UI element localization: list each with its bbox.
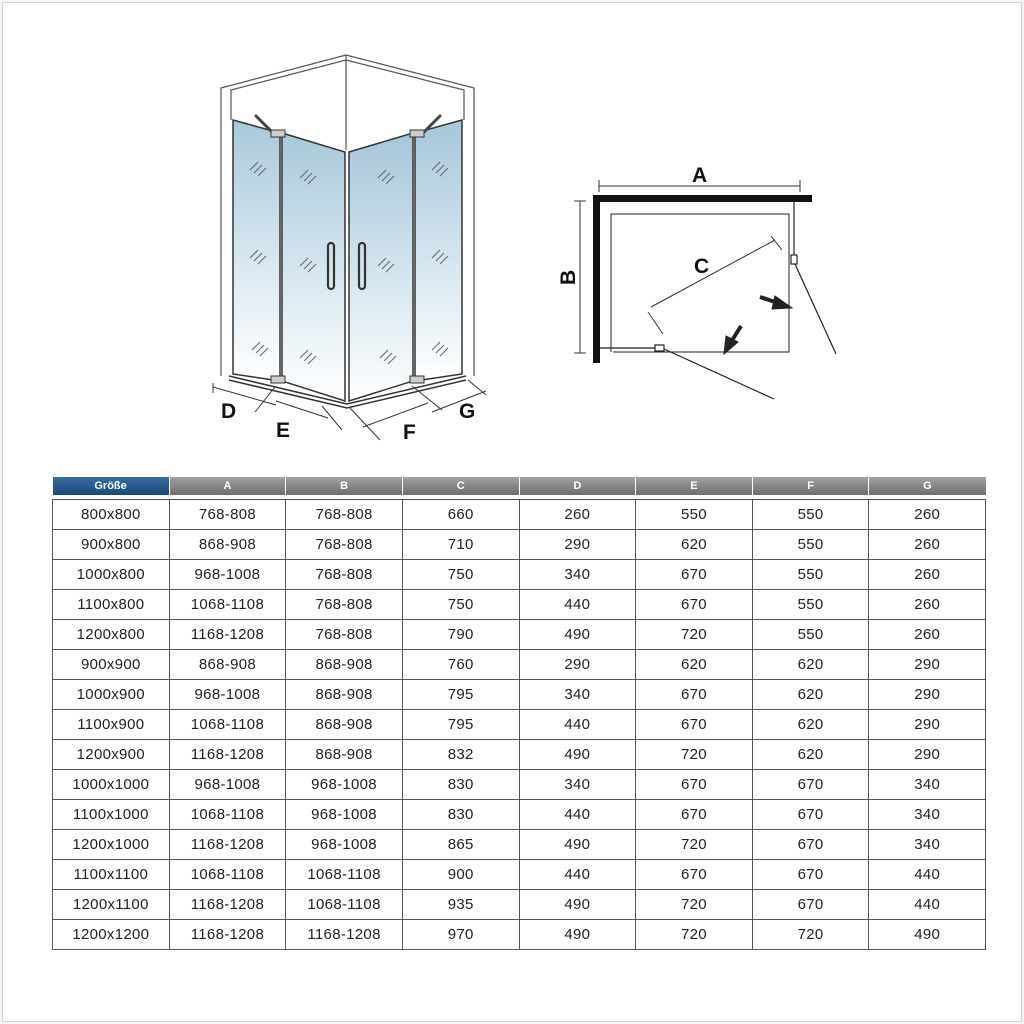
table-cell: 620 xyxy=(636,650,753,680)
table-cell: 260 xyxy=(869,560,986,590)
table-cell: 935 xyxy=(402,890,519,920)
table-cell: 1168-1208 xyxy=(169,920,286,950)
table-cell: 1000x1000 xyxy=(53,770,170,800)
table-cell: 1100x900 xyxy=(53,710,170,740)
table-cell: 830 xyxy=(402,770,519,800)
table-cell: 490 xyxy=(519,920,636,950)
table-cell: 768-808 xyxy=(286,530,403,560)
shower-front-diagram xyxy=(190,40,520,450)
label-d: D xyxy=(221,400,237,423)
table-row xyxy=(53,530,986,560)
table-cell: 720 xyxy=(636,620,753,650)
table-cell: 720 xyxy=(636,830,753,860)
table-cell: 260 xyxy=(519,500,636,530)
table-cell: 795 xyxy=(402,680,519,710)
table-cell: 670 xyxy=(752,860,869,890)
table-cell: 260 xyxy=(869,530,986,560)
table-cell: 868-908 xyxy=(286,710,403,740)
plan-doors xyxy=(600,202,836,399)
table-cell: 290 xyxy=(869,740,986,770)
table-cell: 340 xyxy=(869,830,986,860)
table-cell: 1100x800 xyxy=(53,590,170,620)
table-cell: 1168-1208 xyxy=(169,890,286,920)
table-cell: 868-908 xyxy=(286,740,403,770)
header-c: C xyxy=(402,477,519,495)
table-cell: 670 xyxy=(752,800,869,830)
table-cell: 868-908 xyxy=(286,650,403,680)
table-cell: 260 xyxy=(869,590,986,620)
label-c: C xyxy=(694,255,710,278)
label-a: A xyxy=(692,164,708,187)
door-handles xyxy=(328,243,365,289)
table-cell: 968-1008 xyxy=(286,800,403,830)
table-cell: 768-808 xyxy=(286,500,403,530)
table-cell: 670 xyxy=(636,860,753,890)
table-cell: 550 xyxy=(752,560,869,590)
plan-view-diagram xyxy=(550,160,850,410)
header-g: G xyxy=(869,477,986,495)
table-cell: 1100x1100 xyxy=(53,860,170,890)
table-cell: 1068-1108 xyxy=(286,890,403,920)
table-cell: 670 xyxy=(636,560,753,590)
table-cell: 970 xyxy=(402,920,519,950)
table-row xyxy=(53,680,986,710)
base-tray xyxy=(229,376,466,408)
table-cell: 340 xyxy=(869,770,986,800)
header-f: F xyxy=(752,477,869,495)
table-cell: 340 xyxy=(869,800,986,830)
table-cell: 1168-1208 xyxy=(169,620,286,650)
table-cell: 768-808 xyxy=(169,500,286,530)
table-cell: 795 xyxy=(402,710,519,740)
label-e: E xyxy=(276,419,291,442)
table-cell: 1068-1108 xyxy=(169,590,286,620)
plan-arrows xyxy=(724,296,792,354)
table-row xyxy=(53,860,986,890)
plan-inner-outline xyxy=(611,214,789,352)
table-cell: 490 xyxy=(519,890,636,920)
table-cell: 440 xyxy=(869,890,986,920)
table-cell: 868-908 xyxy=(286,680,403,710)
table-cell: 968-1008 xyxy=(286,830,403,860)
table-cell: 710 xyxy=(402,530,519,560)
table-cell: 620 xyxy=(752,710,869,740)
table-body xyxy=(53,495,986,950)
table-cell: 720 xyxy=(636,740,753,770)
table-cell: 620 xyxy=(636,530,753,560)
table-cell: 750 xyxy=(402,590,519,620)
table-cell: 290 xyxy=(869,680,986,710)
table-cell: 868-908 xyxy=(169,650,286,680)
table-cell: 290 xyxy=(519,650,636,680)
table-cell: 1100x1000 xyxy=(53,800,170,830)
table-cell: 550 xyxy=(752,590,869,620)
table-cell: 620 xyxy=(752,740,869,770)
table-cell: 1200x1000 xyxy=(53,830,170,860)
table-cell: 768-808 xyxy=(286,560,403,590)
table-row xyxy=(53,590,986,620)
table-cell: 290 xyxy=(869,710,986,740)
table-cell: 1068-1108 xyxy=(169,860,286,890)
label-f: F xyxy=(403,421,416,444)
table-cell: 1200x900 xyxy=(53,740,170,770)
table-cell: 768-808 xyxy=(286,620,403,650)
table-cell: 1200x800 xyxy=(53,620,170,650)
table-cell: 340 xyxy=(519,770,636,800)
table-row xyxy=(53,650,986,680)
table-cell: 1200x1100 xyxy=(53,890,170,920)
table-cell: 670 xyxy=(636,710,753,740)
table-cell: 670 xyxy=(752,770,869,800)
table-cell: 620 xyxy=(752,680,869,710)
table-cell: 1068-1108 xyxy=(169,800,286,830)
table-cell: 900x800 xyxy=(53,530,170,560)
table-row xyxy=(53,770,986,800)
table-cell: 1168-1208 xyxy=(169,740,286,770)
table-cell: 968-1008 xyxy=(169,680,286,710)
table-row xyxy=(53,560,986,590)
table-cell: 900 xyxy=(402,860,519,890)
table-cell: 490 xyxy=(519,620,636,650)
table-cell: 440 xyxy=(519,800,636,830)
table-cell: 440 xyxy=(519,710,636,740)
table-cell: 490 xyxy=(869,920,986,950)
table-cell: 440 xyxy=(519,860,636,890)
right-fixed-panel xyxy=(415,120,462,381)
table-cell: 900x900 xyxy=(53,650,170,680)
table-cell: 260 xyxy=(869,620,986,650)
table-cell: 340 xyxy=(519,560,636,590)
header-size: Größe xyxy=(53,477,170,495)
glass-panels xyxy=(233,120,462,401)
plan-dimension-lines xyxy=(574,180,800,353)
table-cell: 1068-1108 xyxy=(169,710,286,740)
table-cell: 1068-1108 xyxy=(286,860,403,890)
table-cell: 968-1008 xyxy=(169,770,286,800)
table-cell: 720 xyxy=(636,920,753,950)
table-cell: 550 xyxy=(752,620,869,650)
header-a: A xyxy=(169,477,286,495)
table-row xyxy=(53,800,986,830)
table-cell: 1168-1208 xyxy=(286,920,403,950)
table-row xyxy=(53,920,986,950)
table-cell: 670 xyxy=(636,770,753,800)
table-cell: 790 xyxy=(402,620,519,650)
table-cell: 1200x1200 xyxy=(53,920,170,950)
table-cell: 620 xyxy=(752,650,869,680)
table-cell: 720 xyxy=(752,920,869,950)
table-cell: 670 xyxy=(636,590,753,620)
table-cell: 865 xyxy=(402,830,519,860)
table-cell: 868-908 xyxy=(169,530,286,560)
table-cell: 1000x800 xyxy=(53,560,170,590)
table-cell: 832 xyxy=(402,740,519,770)
table-cell: 670 xyxy=(752,830,869,860)
table-cell: 1000x900 xyxy=(53,680,170,710)
table-row xyxy=(53,620,986,650)
label-b: B xyxy=(557,269,580,285)
table-row xyxy=(53,890,986,920)
table-cell: 1168-1208 xyxy=(169,830,286,860)
table-header-row xyxy=(53,477,986,495)
table-cell: 290 xyxy=(869,650,986,680)
label-g: G xyxy=(459,400,476,423)
table-cell: 670 xyxy=(636,680,753,710)
table-row xyxy=(53,500,986,530)
table-cell: 290 xyxy=(519,530,636,560)
table-cell: 660 xyxy=(402,500,519,530)
table-cell: 968-1008 xyxy=(169,560,286,590)
left-fixed-panel xyxy=(233,120,280,381)
table-cell: 800x800 xyxy=(53,500,170,530)
table-cell: 670 xyxy=(752,890,869,920)
table-cell: 750 xyxy=(402,560,519,590)
table-cell: 760 xyxy=(402,650,519,680)
table-cell: 340 xyxy=(519,680,636,710)
table-cell: 260 xyxy=(869,500,986,530)
header-b: B xyxy=(286,477,403,495)
table-cell: 490 xyxy=(519,830,636,860)
table-cell: 550 xyxy=(752,500,869,530)
table-cell: 550 xyxy=(752,530,869,560)
table-cell: 490 xyxy=(519,740,636,770)
header-e: E xyxy=(636,477,753,495)
table-row xyxy=(53,830,986,860)
table-cell: 968-1008 xyxy=(286,770,403,800)
table-cell: 830 xyxy=(402,800,519,830)
table-cell: 440 xyxy=(519,590,636,620)
header-d: D xyxy=(519,477,636,495)
table-row xyxy=(53,710,986,740)
table-cell: 440 xyxy=(869,860,986,890)
table-cell: 720 xyxy=(636,890,753,920)
size-table xyxy=(52,477,986,950)
table-cell: 670 xyxy=(636,800,753,830)
table-cell: 550 xyxy=(636,500,753,530)
table-row xyxy=(53,740,986,770)
table-cell: 768-808 xyxy=(286,590,403,620)
